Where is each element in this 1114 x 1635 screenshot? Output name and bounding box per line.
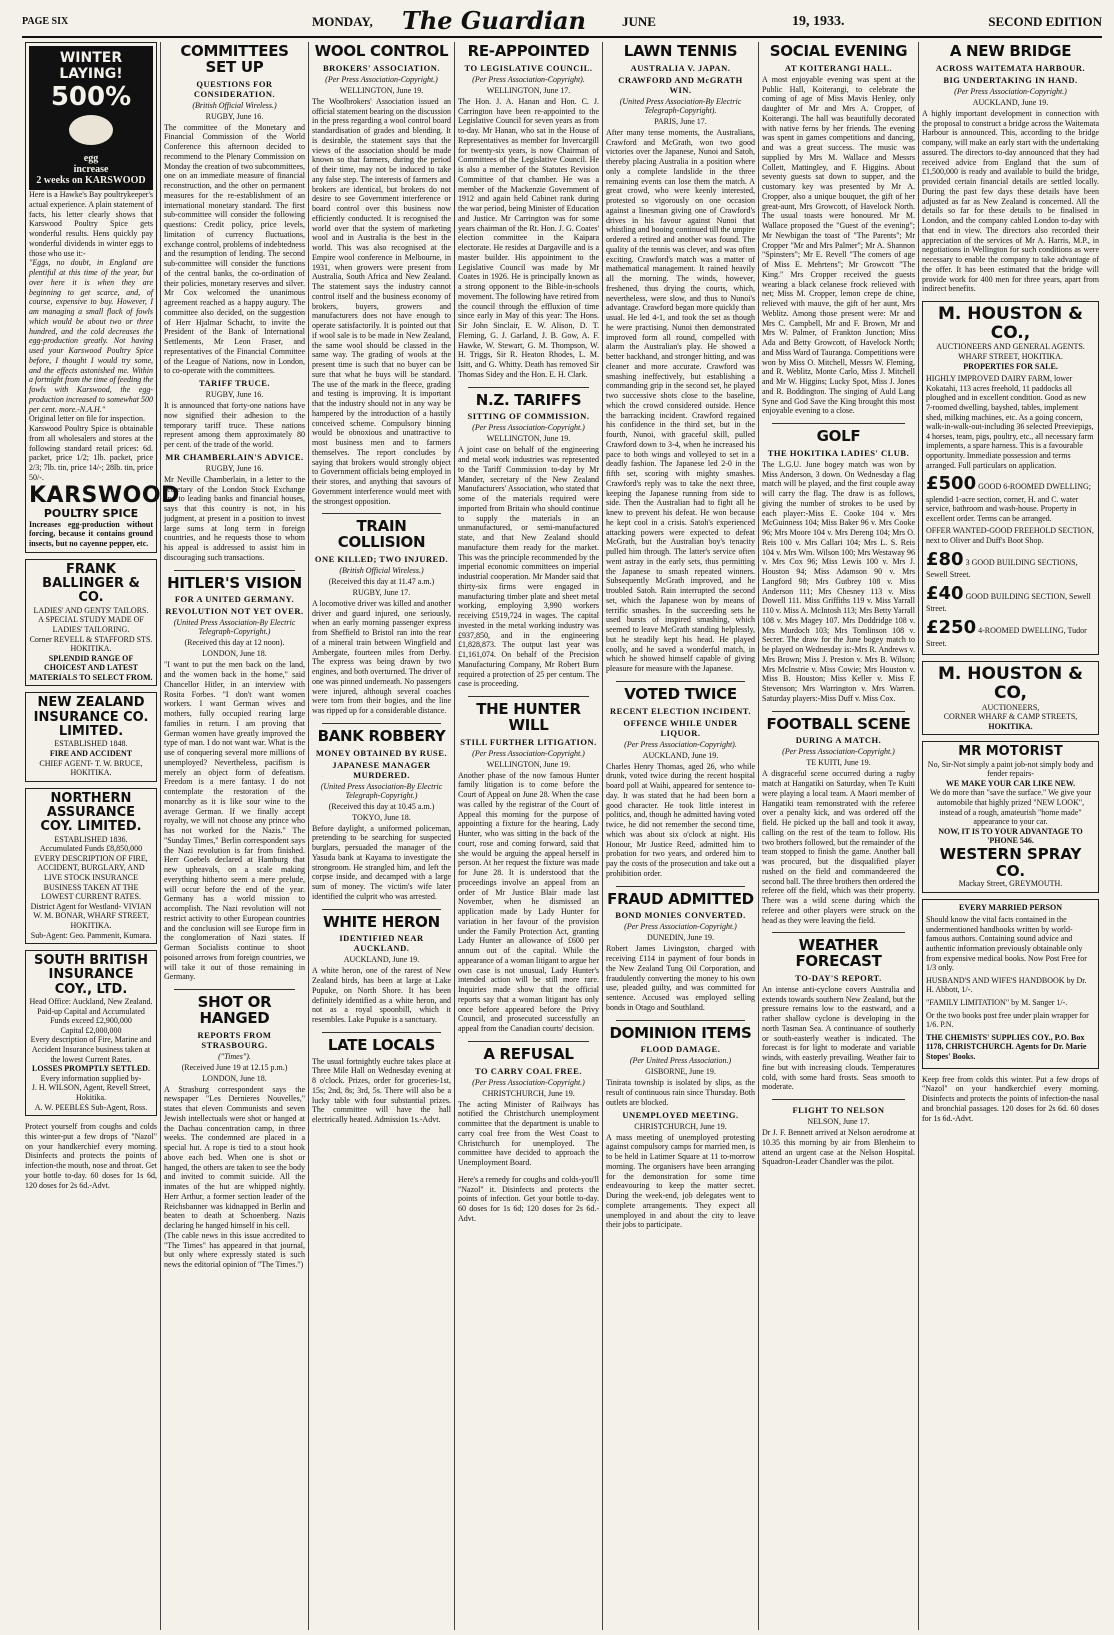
football-dateline: TE KUITI, June 19. bbox=[806, 758, 871, 768]
northern-assurance-ad bbox=[25, 788, 157, 944]
houston-sub: AUCTIONEERS AND GENERAL AGENTS. bbox=[936, 342, 1085, 352]
shot-headline: SHOT OR HANGED bbox=[197, 993, 272, 1027]
property-farm: HIGHLY IMPROVED DAIRY FARM, lower Kokatahi, 113 acres freehold, 11 paddocks all ploughed and in excellent condition. Good as new 7-roomed dwelling, bayshed, tables, implement shed, milking machines, etc. As a going concern, walk-in-walk-out-including 36 selected Preeviepigs, 4 horses, team, pigs, poultry, etc., all necessary farm implements, a spare harness. This is a favourable opportunity. Immediate possession and terms arranged. Full particulars on application. bbox=[926, 374, 1094, 470]
bank-credit: (United Press Association-By Electric Telegraph-Copyright.) bbox=[320, 781, 443, 800]
weather-subhead: TO-DAY'S REPORT. bbox=[795, 972, 882, 983]
northern-title: NORTHERN ASSURANCE COY. LIMITED. bbox=[40, 790, 142, 835]
bank-dateline: TOKYO, June 18. bbox=[352, 812, 411, 822]
truce-subhead: TARIFF TRUCE. bbox=[198, 378, 271, 388]
dominion-story bbox=[606, 1023, 755, 1231]
bank-body: Before daylight, a uniformed policeman, pretending to be searching for suspected burglars, persuaded the manager of the Yasuda bank at Kayama to investigate the strongroom. He strangled him, and left the corpse inside, and decamped with a large sum of money. The victim's wife later identified the culprit who was arrested. bbox=[312, 823, 451, 901]
south-british-info: Every information supplied by- bbox=[40, 1073, 142, 1083]
property-40-desc: GOOD BUILDING SECTION, Sewell Street. bbox=[926, 591, 1091, 614]
ballinger-line: LADIES' AND GENTS' TAILORS. bbox=[33, 605, 149, 615]
social-headline: SOCIAL EVENING bbox=[769, 42, 908, 60]
bridge-dateline: AUCKLAND, June 19. bbox=[972, 97, 1049, 107]
committees-subhead: QUESTIONS FOR CONSIDERATION. bbox=[193, 78, 276, 99]
northern-every: EVERY DESCRIPTION OF FIRE, ACCIDENT, BURGLARY, AND LIVE STOCK INSURANCE BUSINESS TAKEN AT THE LOWEST CURRENT RATES. bbox=[34, 853, 148, 902]
wool-headline: WOOL CONTROL bbox=[314, 42, 449, 60]
shot-note: (The cable news in this issue accredited to "The Times" has appeared in that journal, but only where expressly stated is such news the editorial opinion of "The Times.") bbox=[164, 1230, 305, 1269]
hitler-subhead-2: REVOLUTION NOT YET OVER. bbox=[165, 606, 304, 617]
reappointed-body: The Hon. J. A. Hanan and Hon. C. J. Carrington have been re-appointed to the Legislative Council for seven years as from to-day. Mr Hanan, who sat in the House of Representatives as member for Invercargill for twenty-six years, is now Chairman of Committees of the Legislative Council. He is also a member of the Statutes Revision Committee of that chamber. He was a member of the Mackenzie Government of 1912 and again held Cabinet rank during the war period, being Minister of Education and Justice. Mr Carrington was for some years chairman of the Rt. Hon. J. G. Coates' election committee in the Kaipara electorate. He resides at Dargaville and is a master builder. His appointment to the Legislative Council was made by Mr Coates in 1926. He is principally known as a strong opponent to the Bible-in-schools movement. The following have retired from the council through the effluxion of time since early in May of this year: The Hons. Sir John Sinclair, E. W. Alison, D. T. Fleming, G. J. Garland, J. B. Gow, A. F. Hawke, W. Stewart, G. M. Thompson, W. H. Triggs, Sir R. Heaton Rhodes, L. M. Isitt, and G. Whitty. Death has removed Sir Thomas Sidey and the Hon. E. H. Clark. bbox=[458, 96, 599, 379]
western-spray-addr: Mackay Street, GREYMOUTH. bbox=[958, 879, 1063, 889]
reappointed-story bbox=[458, 44, 599, 380]
column-rule bbox=[468, 1041, 589, 1042]
bank-headline: BANK ROBBERY bbox=[317, 726, 446, 745]
karswood-brand: KARSWOOD bbox=[29, 482, 180, 508]
fraud-subhead: BOND MONIES CONVERTED. bbox=[615, 910, 746, 921]
committees-story bbox=[164, 44, 305, 563]
column-rule bbox=[174, 989, 295, 990]
voted-story bbox=[606, 684, 755, 879]
weather-headline: WEATHER FORECAST bbox=[795, 936, 882, 970]
column-rule bbox=[772, 711, 905, 712]
egg-basket-icon bbox=[69, 115, 113, 145]
column-rule bbox=[174, 570, 295, 571]
motorist-l2: WE MAKE YOUR CAR LIKE NEW. bbox=[945, 778, 1076, 788]
column-rule bbox=[322, 909, 441, 910]
ballinger-splendid: SPLENDID RANGE OF CHOICEST AND LATEST MATERIALS TO SELECT FROM. bbox=[29, 653, 153, 682]
bridge-body: A highly important development in connection with the proposal to construct a bridge across the Waitemata Harbour is announced. This, according to the bridge company, will make an early start with the undertaking assured. The directors to-day announced that they had received advice from England that the sum of £1,500,000 is ready and available to build the bridge, provided certain financial details are settled locally. During the past few days these details have been adjusted as far as New Zealand is concerned. All the details so far for these details to be finalised in London, and the company cabled London to-day with that end in view. The directors also recorded their appreciation of the services of Mr A. Harris, M.P., in negotiations in Wellington for such conditions as were necessary to enable the company to take advantage of the offer. It has been estimated that the bridge will provide work for 400 men for three years, apart from indirect benefits. bbox=[922, 108, 1099, 294]
fraud-headline: FRAUD ADMITTED bbox=[607, 889, 754, 908]
houston-properties-ad bbox=[922, 301, 1099, 655]
weather-body: An intense anti-cyclone covers Australia and extends towards southern New Zealand, but the pressure remains low to the eastward, and a rather shallow cyclone is developing in the north Tasman Sea. A continuance of southerly or south-easterly weather is indicated. The forecast is for light to moderate and variable winds, with easterly prevailing. Weather fair to fine but with increasing clouds. Temperatures cold, with some hard frosts. Seas smooth to moderate. bbox=[762, 984, 915, 1092]
married-body: Should know the vital facts contained in the undermentioned handbooks written by world-famous authors. Containing sound advice and authentic information previously obtainable only from expensive medical books. Now Post Free for 1/3 only. bbox=[926, 915, 1087, 973]
hitler-received: (Received this day at 12 noon). bbox=[184, 638, 285, 648]
refusal-headline: A REFUSAL bbox=[483, 1044, 574, 1063]
train-credit: (British Official Wireless.) bbox=[339, 565, 424, 575]
karswood-ad bbox=[25, 42, 180, 553]
property-40 bbox=[926, 583, 1095, 614]
ballinger-corner: Corner REVELL & STAFFORD STS. HOKITIKA. bbox=[29, 634, 153, 654]
houston2-addr: CORNER WHARF & CAMP STREETS, bbox=[943, 712, 1078, 722]
shot-received: (Received June 19 at 12.15 p.m.) bbox=[181, 1062, 288, 1072]
wool-story bbox=[312, 44, 451, 506]
wool-body: The Woolbrokers' Association issued an official statement bearing on the discussion in the press regarding a wool control board standardisation of grades and blending. It is desirable, the statement says that the views of the association should be made known so that farmers, during the period of their time, may not be induced to take any false step. The interests of farmers and brokers are identical, but brokers do not desire to see Government interference or board control over this business now efficiently conducted. It is recognised the world over that the system of marketing wool and in Australia is the best in the world. This was also recognised at the Empire wool conference in Melbourne, in 1931, when growers were present from Australia, South Africa and New Zealand. The statement says the industry cannot control itself and the business economy of brokers, buyers, growers and manufacturers does not have enough to operate satisfactorily. It is pointed out that if wool sale is to be made in New Zealand, the same wool should be classed in the same way. The grading of wools at the present time is such that no buyer can be sure that what he buys will be standard. The use of the mark in the fleece, grading and testing is improving. It is important that the industry should not in any way be hampered by the introduction of a hastily conceived scheme. Compulsory binning would be obnoxious and unattractive to most business men and to farmers themselves. The report concludes by saying that brokers would strongly object to Government officials being employed in their stores, and anything that savours of Government interference would meet with the strongest opposition. bbox=[312, 96, 451, 506]
wool-subhead: BROKERS' ASSOCIATION. bbox=[322, 62, 441, 73]
column-rule bbox=[616, 886, 745, 887]
south-british-ad bbox=[25, 950, 157, 1116]
tariffs-headline: N.Z. TARIFFS bbox=[475, 390, 582, 409]
hunter-subhead: STILL FURTHER LITIGATION. bbox=[460, 736, 597, 747]
column-rule bbox=[772, 1099, 905, 1100]
married-title: EVERY MARRIED PERSON bbox=[959, 902, 1062, 912]
heron-headline: WHITE HERON bbox=[323, 912, 440, 931]
bridge-credit: (Per Press Association-Copyright.) bbox=[954, 86, 1067, 96]
refusal-story bbox=[458, 1044, 599, 1168]
property-250 bbox=[926, 617, 1095, 648]
bank-story bbox=[312, 726, 451, 902]
flight-body: Dr J. F. Bennett arrived at Nelson aerodrome at 10.35 this morning by air from Blenheim to attend an urgent case at the Nelson Hospital. Squadron-Leader Chandler was the pilot. bbox=[762, 1128, 915, 1167]
chamberlain-body: Mr Neville Chamberlain, in a letter to the secretary of the London Stock Exchange and to leading banks and financial houses, says that this country is not, in his judgment, at present in a position to invest large sums at long term in foreign countries, and he requests those to whom his appeal is addressed to assist him in discouraging such transactions. bbox=[164, 474, 305, 562]
karswood-original: Original letter on file for inspection. bbox=[29, 414, 145, 424]
married-person-ad bbox=[922, 899, 1099, 1069]
married-book-2: "FAMILY LIMITATION" by M. Sanger 1/-. bbox=[926, 997, 1068, 1007]
masthead-month: JUNE bbox=[622, 14, 656, 29]
ballinger-study: A SPECIAL STUDY MADE OF LADIES' TAILORING. bbox=[38, 615, 144, 634]
social-subhead: AT KOITERANGI HALL. bbox=[784, 62, 893, 73]
train-dateline: RUGBY, June 17. bbox=[352, 587, 411, 597]
hitler-subhead: FOR A UNITED GERMANY. bbox=[174, 594, 295, 605]
houston-addr: WHARF STREET, HOKITIKA. bbox=[958, 351, 1063, 361]
locals-body: The usual fortnightly euchre takes place at Three Mile Hall on Wednesday evening at 8 o'clock. Prizes, order for groceries-1st, 15s; 2nd, 8s; 3rd, 5s. There will also be a lucky table with four substantial prizes. The committee will have the hall electrically heated. Admission 1s.-Advt. bbox=[312, 1056, 451, 1124]
social-story bbox=[762, 44, 915, 416]
golf-subhead: THE HOKITIKA LADIES' CLUB. bbox=[767, 447, 910, 458]
column-rule bbox=[322, 1032, 441, 1033]
karswood-stockists: Karswood Poultry Spice is obtainable from all wholesalers and stores at the following standard retail prices: 6d. packet, price 1/2; 1lb. packet, price 2/3; 7lb. tin, price 14/-; 28lb. tin, price 50/-. bbox=[29, 424, 153, 482]
column-rule bbox=[468, 387, 589, 388]
masthead-day: MONDAY, bbox=[312, 14, 373, 29]
wool-dateline: WELLINGTON, June 19. bbox=[339, 85, 424, 95]
bridge-story bbox=[922, 44, 1099, 294]
northern-district: District Agent for Westland- VIVIAN W. M. BONAR, WHARF STREET, HOKITIKA. bbox=[30, 901, 152, 930]
south-british-agent: J. H. WILSON, Agent, Revell Street, Hokitika. bbox=[31, 1083, 151, 1102]
hunter-body: Another phase of the now famous Hunter family litigation is to come before the Court of Appeal on June 28. When the case was called by the registrar of the Court of Appeal this morning for the purpose of appointing a fixture for the hearing, Lady Hunter, who was sitting in the back of the court, rose and coming forward, said that she would be arguing the appeal herself in person. At her request the fixture was made for June 28. It is understood that the proceedings involve an appeal from an order of Mr Justice Blair made last November, when he dismissed an application made by Lady Hunter for variation in her favour of the provision under the Family Protection Act, granting Lady Hunter an allowance of £600 per annum out of the capital. While the appearance of a woman litigant to argue her own case is not unusual, Lady Hunter's intended action will be still more rare. Inquiries made show that the official reports say that a woman litigant has only once before appeared before the Privy Council, and prosecuted successfully an appeal from the Canadian courts' decision. bbox=[458, 770, 599, 1033]
newspaper-title: The Guardian bbox=[402, 6, 586, 35]
karswood-quote: "Eggs, no doubt, in England are plentiful at this time of the year, but over here it is when they are beginning to get scarce, and, of course, expensive to buy. However, I am managing a small flock of fowls which would be about two or three hundred, and the cold decreases the egg-production greatly. Not having used your Karswood Poultry Spice before, I thought I would try some, and the effects astonished me. Within a fortnight from the time of feeding the fowls with Karswood, the egg-production increased to somewhat 500 per cent. more.-N.A.H." bbox=[29, 258, 153, 414]
column-5 bbox=[602, 42, 758, 1630]
winter-egg-word: egg bbox=[83, 153, 99, 164]
dominion-headline: DOMINION ITEMS bbox=[609, 1023, 752, 1042]
refusal-credit: (Per Press Association-Copyright.) bbox=[472, 1077, 585, 1087]
shot-credit: ("Times"). bbox=[218, 1051, 251, 1061]
south-british-head-office: Head Office: Auckland, New Zealand. bbox=[29, 997, 153, 1007]
voted-dateline: AUCKLAND, June 19. bbox=[642, 750, 719, 760]
hunter-story bbox=[458, 702, 599, 1034]
nz-insurance-est: ESTABLISHED 1848. bbox=[54, 739, 128, 749]
winter-laying-title: WINTER LAYING! bbox=[59, 50, 123, 82]
column-1 bbox=[22, 42, 180, 1630]
chamberlain-subhead: MR CHAMBERLAIN'S ADVICE. bbox=[165, 451, 304, 462]
column-2 bbox=[160, 42, 308, 1630]
column-rule bbox=[322, 513, 441, 514]
property-500 bbox=[926, 473, 1095, 523]
column-rule bbox=[322, 723, 441, 724]
dominion-dateline: GISBORNE, June 19. bbox=[645, 1067, 716, 1077]
karswood-tagline: Increases egg-production without forcing, because it contains ground insects, but no cayenne pepper, etc. bbox=[29, 519, 153, 549]
football-subhead: DURING A MATCH. bbox=[795, 735, 882, 746]
reappointed-subhead: TO LEGISLATIVE COUNCIL. bbox=[464, 62, 593, 73]
golf-story bbox=[762, 429, 915, 704]
houston2-title: M. HOUSTON & CO, bbox=[937, 664, 1084, 703]
northern-est: ESTABLISHED 1836. bbox=[54, 834, 128, 844]
flight-headline: FLIGHT TO NELSON bbox=[792, 1105, 885, 1115]
edition-label: SECOND EDITION bbox=[988, 14, 1102, 29]
bridge-headline: A NEW BRIDGE bbox=[949, 42, 1072, 60]
northern-sub: Sub-Agent: Geo. Pammenit, Kumara. bbox=[30, 930, 152, 940]
column-rule bbox=[616, 681, 745, 682]
wool-credit: (Per Press Association-Copyright.) bbox=[325, 74, 438, 84]
motorist-l4: NOW, IT IS TO YOUR ADVANTAGE TO 'PHONE 546. bbox=[938, 826, 1083, 846]
shot-body: A Strasburg correspondent says the newspaper "Les Dernieres Nouvelles," states that eleven Communists and seven Jewish intellectuals were shot or hanged at the Dachau concentration camp, in three weeks. The condemned are placed in a special hut. A rope is tied to a stout hook above each bed. When one is shot or hanged, the others are taken to see the body and invited to commit suicide. All the inmates of the hut are whipped nightly. Herr Arthur, a former section leader of the Reichsbanner was kidnapped in Berlin and beaten to death at Schoenberg. Nazis declaring he hanged himself in his cell. bbox=[164, 1084, 305, 1230]
golf-headline: GOLF bbox=[816, 427, 861, 445]
dominion-body: Tinirata township is isolated by slips, as the result of continuous rain since Thursday. Both outlets are blocked. bbox=[606, 1078, 755, 1107]
voted-subhead-2: OFFENCE WHILE UNDER LIQUOR. bbox=[623, 717, 738, 738]
houston-auctioneers-ad bbox=[922, 661, 1099, 735]
dominion-dateline-2: CHRISTCHURCH, June 19. bbox=[634, 1121, 727, 1131]
train-story bbox=[312, 519, 451, 716]
football-story bbox=[762, 714, 915, 926]
south-british-capital: Capital £2,000,000 bbox=[60, 1025, 122, 1035]
voted-subhead: RECENT ELECTION INCIDENT. bbox=[610, 705, 751, 716]
voted-body: Charles Henry Thomas, aged 26, who while drunk, voted twice during the recent hospital board poll at Waihi, appeared for sentence to-day. It was stated that he had been born a good character. He took little interest in politics, and, though he admitted having voted twice, he did not remember the second time, which was about six o'clock at night. His Honour, Mr Justice Reed, admitted him to probation for two years, and ordered him to pay the costs of the prosecution and take out a prohibition order. bbox=[606, 761, 755, 878]
column-3 bbox=[308, 42, 454, 1630]
motorist-ad bbox=[922, 741, 1099, 892]
committees-dateline: RUGBY, June 16. bbox=[205, 111, 264, 121]
fraud-credit: (Per Press Association-Copyright.) bbox=[624, 922, 737, 932]
hitler-story bbox=[164, 573, 305, 983]
flight-dateline: NELSON, June 17. bbox=[807, 1117, 870, 1126]
masthead-date: 19, 1933. bbox=[792, 14, 845, 29]
column-rule bbox=[772, 423, 905, 424]
shot-dateline: LONDON, June 18. bbox=[202, 1073, 267, 1083]
column-6 bbox=[758, 42, 918, 1630]
flight-story bbox=[762, 1105, 915, 1167]
motorist-title: MR MOTORIST bbox=[958, 744, 1063, 760]
dominion-credit: (Per United Press Association.) bbox=[629, 1056, 732, 1066]
tennis-headline: LAWN TENNIS bbox=[623, 42, 738, 60]
social-body: A most enjoyable evening was spent at the Public Hall, Koiterangi, to celebrate the coming of age of Miss Mavis Henley, only daughter of Mr and Mrs A. Cropper, of Koiterangi. The hall was beautifully decorated with native ferns by her friends. The evening was spent in games competitions and dancing, and was a great success. The music was supplied by Mrs M. Wallace and Messrs Collett, Mattingley, and F. Higgins. About seventy guests sat down to supper, and the customary key was presented by Mr A. Cropper, also a unique bouquet, the gift of her great-aunt, Mrs Growcott, of Havelock North. The usual toasts were honoured. Mr M. Wallace proposed the "Guest of the evening"; Mr Newbigan the toast of "The Parents"; Mr Cropper "Mr and Mrs Palmer"; Mr A. Shannon "Spinsters"; Mr E. Revell "The comers of age of Miss E. Mehrtens"; Mr Growcott "The King." Mrs Cropper received the guests wearing a black celanese frock relieved with net; Miss M. Cropper, lemon crepe de chine, relieved with mauve, the gift of her aunt, Mrs Weblitz. Among those present were: Mr and Mrs C. Campbell, Mr and F. Brown, Mr and Mrs W. Palmer, of Frankton Junction; Miss Ada and Betty Growcott, of Havelock North; and Miss Ward of Tauranga. Competitions were won by Miss O. Mitchell, Messrs W. Fleming, and R. Weblitz, Monte Carlo, Miss J. Mitchell and Mr W. Higgins; Lucky Spot, Miss J. Jones and R. Boddington. The singing of Auld Lang Syne and God Save the King brought this most enjoyable evening to a close. bbox=[762, 74, 915, 416]
karswood-brand-sub: POULTRY SPICE bbox=[43, 506, 139, 520]
tariffs-story bbox=[458, 390, 599, 690]
western-spray-title: WESTERN SPRAY CO. bbox=[939, 845, 1082, 880]
property-40-price: £40 bbox=[926, 582, 964, 604]
fraud-dateline: DUNEDIN, June 19. bbox=[646, 933, 715, 943]
truce-dateline: RUGBY, June 16. bbox=[205, 390, 264, 399]
tennis-subhead: AUSTRALIA V. JAPAN. bbox=[630, 62, 731, 73]
houston2-town: HOKITIKA. bbox=[988, 721, 1033, 731]
reappointed-dateline: WELLINGTON, June 17. bbox=[486, 85, 571, 95]
houston-title: M. HOUSTON & CO., bbox=[937, 304, 1084, 343]
chamberlain-dateline: RUGBY, June 16. bbox=[205, 463, 264, 473]
column-rule bbox=[616, 1020, 745, 1021]
hitler-credit: (United Press Association-By Electric Telegraph-Copyright.) bbox=[173, 618, 296, 637]
property-250-desc: 4-ROOMED DWELLING, Tudor Street. bbox=[926, 626, 1087, 648]
married-supplier: THE CHEMISTS' SUPPLIES COY., P.O. Box 1178, CHRISTCHURCH. Agents for Dr. Marie Stopes' Books. bbox=[926, 1032, 1087, 1061]
refusal-subhead: TO CARRY COAL FREE. bbox=[475, 1065, 582, 1076]
bridge-subhead: ACROSS WAITEMATA HARBOUR. bbox=[935, 62, 1086, 73]
karswood-body: Here is a Hawke's Bay poultrykeeper's actual experience. A plain statement of facts, his letter clearly shows that Karswood Poultry Spice gets wonderful results. Hens quickly pay wonderful dividends in winter eggs to those who use it:- bbox=[29, 190, 153, 258]
shot-subhead: REPORTS FROM STRASBOURG. bbox=[197, 1029, 272, 1050]
motorist-l1: No, Sir-Not simply a paint job-not simply body and fender repairs- bbox=[927, 759, 1094, 779]
masthead bbox=[22, 6, 1102, 38]
property-80-desc: 3 GOOD BUILDING SECTIONS, Sewell Street. bbox=[926, 557, 1078, 580]
fraud-story bbox=[606, 889, 755, 1013]
golf-body: The L.G.U. June bogey match was won by Miss Anderson, 3 down. On Wednesday a flag match will be played, and the first couple away will carry the flag. The draw is as follows, giving the number of strokes to be used by each player:-Miss E. Cooke 104 v. Mrs McGuinness 104; Miss Baker 96 v. Mrs Cooke 96; Mrs Moore 104 v. Mrs Dereng 104; Mrs O. Reis 100 v. Mrs Callari 104; Mrs L. S. Reis 104 v. Mrs Wm. Wilson 100; Mrs Westaway 96 v. Mrs Cox 96; Miss Lewis 100 v. Mrs J. Houston 94; Miss Adamson 90 v. Mrs Langford 98; Mrs Gutbrey 108 v. Miss Anderson 111; Mrs Chesney 113 v. Miss Dowell 111. Miss Griffiths 119 v. Miss Yarrall 110 v. Miss A. McIntosh 113; Mrs Betty Yarrall 108 v. Mrs Magey 107. Mrs Doddridge 108 v. Mrs Murdoch 103; Mrs Tomlinson 108 v. Secrer. The draw for the June bogey match to be played on Wednesday is:-Mrs R. Andrews v. Mrs Brown; Miss J. Preston v. Mrs B. Wilson; Mrs McInstrie v. Miss Cowie; Mrs Houston v. Miss B. Houston; Miss Keller v. Miss F. Stevenson; Mrs Warrington v. Mrs Warren. Saturday players:-Miss Duff v. Miss Cox. bbox=[762, 459, 915, 703]
tennis-story bbox=[606, 44, 755, 674]
tariffs-credit: (Per Press Association-Copyright.) bbox=[472, 423, 585, 433]
nazol-advert-1: Protect yourself from coughs and colds this winter-put a few drops of "Nazol" on your handkerchief every morning. Disinfects and protects the points of infection-the mouth, nose and throat. Get your bottle to-day. 60 doses for 1s 6d, 120 doses for 2s 6d.-Advt. bbox=[25, 1122, 157, 1190]
column-rule bbox=[772, 932, 905, 933]
locals-story bbox=[312, 1035, 451, 1125]
hunter-dateline: WELLINGTON, June 19. bbox=[486, 759, 571, 769]
shot-story bbox=[164, 995, 305, 1270]
tariffs-body: A joint case on behalf of the engineering and metal work industries was represented to the Tariff Commission to-day by Mr Mander, secretary of the New Zealand Manufacturers' Association, who stated that some of the materials required were imported from Britain who should continue to supply the materials in an unmanufactured, or semi-manufactured state, and that New Zealand should manufacture them ready for the market. This was the principle recommended by the imperial economic committees on imperial industrial cooperation. Mr Mander said that thirty-six firms were engaged in manufacturing timber plate and sheet metal working, employing 3,990 workers receiving £519,724 in wages. The capital invested in the metal working industry was £937,850, and in the engineering £1,828,873. The output last year was £1,161,074. On behalf of the Precision Manufacturing Company, Mr Robert Burn required a protection of 25 per centum. The case is proceeding. bbox=[458, 445, 599, 689]
voted-credit: (Per Press Association-Copyright). bbox=[624, 739, 737, 749]
hitler-body: "I want to put the men back on the land, and the women back in the home," said Chancellor Hitler, in an interview with Rosita Forbes. "I don't want women workers. I want German wives and mothers, fully occupied rearing large families in return. I am proving that German women have greatly improved the type of man. I do not want war. What is the use of conquering several more millions of unemployed? Nevertheless, pacifism is merely an object form of defeatism. Freedom is a mere fantasy. I do not contemplate the restoration of the monarchy as it is like sour wine to the average German. If we finally accept royalty, we will not choose any prince who has not worked for the Nazis." The "Sunday Times," Berlin correspondent says the Nazi revolution is far from finished. Herr Goebels declared at Hamburg that new upheavals, on a scale making everything hitherto seem a mere prelude, will occur before the end of the year. Germany has a world mission to accomplish. The Nazi revolution will not restrict activity to other European countries and the conclusion will see Europe firm in the conglomeration of Nazi states. If German Socialists continue to shoot poisoned arrows from foreign countries, we will take it out of those remaining in Germany. bbox=[164, 660, 305, 982]
property-offer: OFFER WANTED-GOOD FREEHOLD SECTION, next to Oliver and Duff's Boot Shop. bbox=[926, 526, 1094, 546]
dominion-body-2: A mass meeting of unemployed protesting against compulsory camps for married men, is to be held in Latimer Square at 11 to-morrow morning. The organisers have been arranging for the demonstration for some time endeavouring to keep the matter secret. During the week-end, job delegates went to complete arrangements. They expect all unemployed in and about the city to leave their jobs to participate. bbox=[606, 1132, 755, 1230]
bridge-subhead-2: BIG UNDERTAKING IN HAND. bbox=[943, 74, 1078, 85]
south-british-losses: LOSSES PROMPTLY SETTLED. bbox=[32, 1064, 150, 1074]
column-rule bbox=[468, 696, 589, 697]
property-500-price: £500 bbox=[926, 473, 977, 495]
football-body: A disgraceful scene occurred during a rugby match at Hangatiki on Saturday, when Te Kuiti were playing a local team. A Maori member of Hangatiki team remonstrated with the referee over a penalty kick, and was ordered off the field. He picked up the ball and took it away, calling on the rest of the team to follow. His two brothers followed, but the remainder of the team stopped to finish the game. Another ball was procured, but the disqualified player rushed on the field and commandeered the second ball. The three brothers then ordered the referee off the field, which was their property. There was a wild scene during which the referee and other players were struck on the head as they were leaving the field. bbox=[762, 769, 915, 925]
truce-body: It is announced that forty-one nations have now signified their adhesion to the temporary tariff truce. These nations represent among them approximately 80 per cent. of the trade of the world. bbox=[164, 401, 305, 449]
houston2-sub: AUCTIONEERS, bbox=[981, 702, 1040, 712]
married-book-3: Or the two books post free under plain wrapper for 1/6. P.N. bbox=[926, 1010, 1089, 1030]
train-received: (Received this day at 11.47 a.m.) bbox=[328, 576, 435, 586]
weather-story bbox=[762, 938, 915, 1092]
reappointed-credit: (Per Press Association-Copyright). bbox=[472, 74, 585, 84]
tariffs-dateline: WELLINGTON, June 19. bbox=[486, 434, 571, 444]
football-credit: (Per Press Association-Copyright.) bbox=[782, 747, 895, 757]
winter-increase-word: increase bbox=[73, 164, 109, 175]
nz-insurance-ad bbox=[25, 692, 157, 781]
hunter-headline: THE HUNTER WILL bbox=[476, 700, 581, 734]
tennis-subhead-2: CRAWFORD AND McGRATH WIN. bbox=[618, 74, 743, 95]
column-7 bbox=[918, 42, 1102, 1630]
heron-body: A white heron, one of the rarest of New Zealand birds, has been at large at Lake Pupuke, on North Shore. It has been definitely identified as a white heron, and not as a royal spoonbill, which it resembles. Lake Pupuke is a sanctuary. bbox=[312, 966, 451, 1024]
dominion-subhead-2: UNEMPLOYED MEETING. bbox=[622, 1109, 739, 1120]
northern-funds: Accumulated Funds £8,850,000 bbox=[39, 844, 143, 854]
train-subhead: ONE KILLED; TWO INJURED. bbox=[314, 553, 449, 564]
married-book-1: HUSBAND'S AND WIFE'S HANDBOOK by Dr. H. Abbott, 1/-. bbox=[926, 975, 1087, 995]
property-500-desc: GOOD 6-ROOMED DWELLING; splendid 1-acre section, corner, H. and C. water service, bathroom and wash-house. Property in excellent order. Terms can be arranged. bbox=[926, 482, 1091, 523]
property-80 bbox=[926, 549, 1095, 580]
south-british-title: SOUTH BRITISH INSURANCE COY., LTD. bbox=[34, 953, 148, 997]
refusal-body: The acting Minister of Railways has notified the Christchurch unemployment committee that the department is unable to carry coal free from the West Coast to Christchurch for unemployed. The committee have decided to approach the Unemployment Board. bbox=[458, 1099, 599, 1167]
refusal-dateline: CHRISTCHURCH, June 19. bbox=[482, 1088, 575, 1098]
train-headline: TRAIN COLLISION bbox=[337, 517, 426, 551]
south-british-every: Every description of Fire, Marine and Accident Insurance business taken at the lowest Current Rates. bbox=[30, 1035, 152, 1064]
heron-story bbox=[312, 912, 451, 1025]
nazol-advert-3: Keep free from colds this winter. Put a few drops of "Nazol" on your handkerchief every morning. Disinfects and protects the points of infection-the nasal and bronchial passages. 120 doses for 2s 6d. 60 doses for 1s 6d.-Advt. bbox=[922, 1074, 1099, 1123]
committees-body: The committee of the Monetary and Financial Commission of the World Conference this afternoon decided to recommend to the Plenary Commission on Monday the creation of two subcommittees, one on an immediate measure of financial reconstruction, and the other on permanent measures for the re-establishment of an international monetary standard. The first sub-committee will consider the following questions: Credit policy, price levels, limitation of currency fluctuations, exchange control, problems of indebtedness and the resumption of lending. The second sub-committee will consider the functions of the central banks, the co-ordination of their policies, monetary reserves and silver. Mr Cox welcomed the unanimous agreement reached as a happy augury. The committee also decided, on the suggestion of Herr Hjalmar Schacht, to invite the President of the Bank of International Settlements, Mr Leon Fraser, and representatives of the Financial Committee of the League of Nations, now in London, to co-operate with the committees. bbox=[164, 122, 305, 376]
property-80-price: £80 bbox=[926, 548, 964, 570]
dominion-subhead: FLOOD DAMAGE. bbox=[640, 1044, 721, 1055]
bank-subhead-2: JAPANESE MANAGER MURDERED. bbox=[332, 759, 431, 780]
property-250-price: £250 bbox=[926, 617, 977, 639]
winter-big-percent: 500% bbox=[50, 82, 132, 112]
page-number: PAGE SIX bbox=[22, 16, 69, 27]
column-4 bbox=[454, 42, 602, 1630]
ballinger-title: FRANK BALLINGER & CO. bbox=[42, 561, 140, 606]
columns bbox=[22, 42, 1102, 1630]
tariffs-subhead: SITTING OF COMMISSION. bbox=[467, 411, 590, 422]
heron-dateline: AUCKLAND, June 19. bbox=[343, 955, 420, 965]
nz-insurance-title: NEW ZEALAND INSURANCE CO. LIMITED. bbox=[33, 695, 149, 740]
football-headline: FOOTBALL SCENE bbox=[766, 714, 911, 733]
houston-props-heading: PROPERTIES FOR SALE. bbox=[963, 361, 1058, 371]
hitler-headline: HITLER'S VISION bbox=[167, 573, 302, 592]
bank-subhead: MONEY OBTAINED BY RUSE. bbox=[315, 747, 448, 758]
voted-headline: VOTED TWICE bbox=[624, 684, 737, 703]
nazol-advert-2: Here's a remedy for coughs and colds-you'll "Nazol" it. Disinfects and protects the points of infection. Get your bottle to-day. 60 doses for 1s 6d; 120 doses for 2s 6d.-Advt. bbox=[458, 1174, 599, 1223]
tennis-body: After many tense moments, the Australians, Crawford and McGrath, won two good victories over the Japanese, Nunoi and Satoh, thereby placing Australia in a position where only a complete landslide in the three remaining events can lose them the match. A great crowd, who were keenly interested, protested so vigorously on one occasion against a linesman giving one of Crawford's drives in his favour against Nunoi that whistling and booing continued till the umpire ordered a retired and another was found. The quality of the tennis was clever, and was often exciting. Crawford's match was a matter of mathematical management. It rained heavily all the morning. The winds, however, freshened, thus drying the courts, which, nevertheless, were slow, and thus to Nunoi's advantage. Crawford began more quickly than usual. He led 4-1, and took the set as though he were practising. Nunoi then demonstrated improved form all round, compelled with alarm the Australian's play. He showed a better backhand, and stronger hitting, and was cleaner and more accurate. Crawford was smashing ineffectively, but establishing a commanding grip in the second set, he played two successive shots close to the baseline, which the crowd considered outside. Hence the barracking incident. Crawford regained his confidence in the third set, but in the fourth, Nunoi, with graceful skill, pulled Crawford down to 3-4, when he increased his pace to both wings and volleyed to set in a deadly fashion. The Japanese led 2-0 in the fifth set, scoring with mighty smashes. Crawford's reply was to take the next three, keeping the Japanese running from side to side. Then the Australian had to fight all he knew to prevent his defeat. He won because he kept cool in a crisis. Satoh's experienced attacking powers were expected to defeat McGrath, but the Australian boy's tenacity pulled him through. The latter's service often went astray in the early sets, thus permitting the Japanese to smash repeated winners. Subsequently McGrath improved, and he troubled Satoh. Rain interrupted the second set, which the Japanese won by means of terrific smashes. In the succeeding sets he used bursts of inspired smashing, which seemed to leave McGrath standing helplessly, but he steadily kept his head. He played coolly, and he saved a wonderful match, in which he showed himself capable of giving pleasure for measure with the Japanese. bbox=[606, 127, 755, 673]
nz-insurance-fire: FIRE AND ACCIDENT bbox=[49, 748, 133, 758]
committees-headline: COMMITTEES SET UP bbox=[180, 42, 289, 76]
reappointed-headline: RE-APPOINTED bbox=[467, 42, 590, 60]
committees-credit: (British Official Wireless.) bbox=[192, 100, 277, 110]
train-body: A locomotive driver was killed and another driver and guard injured, one seriously, when an early morning passenger express from Sheffield to Bristol ran into the rear of a mineral train between Wingfield and Ambergate, fourteen miles from Derby. The express was being drawn by two engines, and both overturned. The driver of one was pinned underneath. No passengers were injured, although several coaches were torn from their bogies, and the line was ripped up for a considerable distance. bbox=[312, 598, 451, 715]
hunter-credit: (Per Press Association-Copyright.) bbox=[472, 748, 585, 758]
south-british-sub: A. W. PEEBLES Sub-Agent, Ross. bbox=[34, 1102, 148, 1112]
hitler-dateline: LONDON, June 18. bbox=[202, 649, 267, 659]
ballinger-ad bbox=[25, 559, 157, 687]
tennis-dateline: PARIS, June 17. bbox=[654, 116, 707, 126]
winter-laying-banner bbox=[29, 46, 153, 190]
heron-subhead: IDENTIFIED NEAR AUCKLAND. bbox=[339, 933, 424, 954]
motorist-l3: We do more than "save the surface." We give your automobile that highly prized "NEW LOOK", instead of a rough, amateurish "home made" appearance to your car. bbox=[929, 788, 1092, 827]
south-british-paid: Paid-up Capital and Accumulated Funds exceed £2,900,000 bbox=[37, 1006, 145, 1026]
locals-headline: LATE LOCALS bbox=[327, 1035, 436, 1054]
tennis-credit: (United Press Association-By Electric Telegraph-Copyright). bbox=[619, 96, 742, 115]
bank-received: (Received this day at 10.45 a.m.) bbox=[328, 801, 435, 811]
nz-insurance-agent: CHIEF AGENT- T. W. BRUCE, HOKITIKA. bbox=[39, 758, 143, 778]
fraud-body: Robert James Livingston, charged with receiving £114 in payment of four bonds in the New Zealand Tung Oil Corporation, and fraudulently converting the money to his own use, pleaded guilty, and was committed for sentence. Accused was employed selling bonds in Otago and Southland. bbox=[606, 944, 755, 1012]
winter-weeks-line: 2 weeks on KARSWOOD bbox=[36, 175, 146, 186]
